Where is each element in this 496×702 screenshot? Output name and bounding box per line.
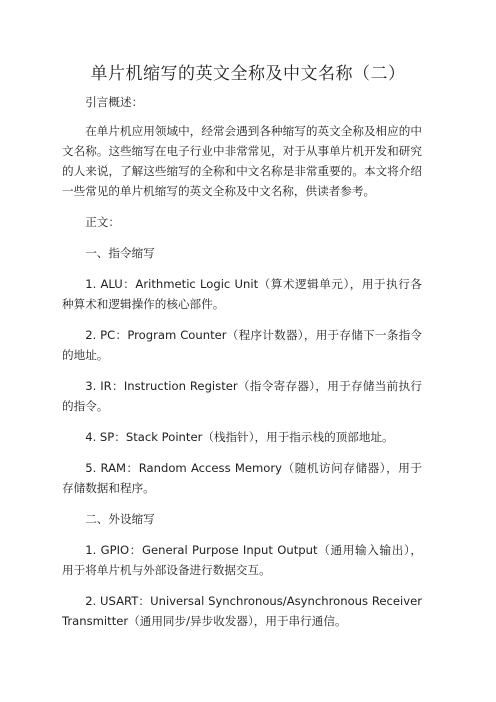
list-item-gpio: 1. GPIO：General Purpose Input Output（通用输入输出），用于将单片机与外部设备进行数据交互。 [62, 543, 422, 577]
list-item-ram: 5. RAM：Random Access Memory（随机访问存储器），用于存储数据和程序。 [62, 461, 422, 495]
document-body [62, 92, 422, 642]
intro-heading: 引言概述： [85, 95, 144, 109]
main-heading: 正文： [85, 215, 120, 229]
list-item-alu: 1. ALU：Arithmetic Logic Unit（算术逻辑单元），用于执行各种算术和逻辑操作的核心部件。 [62, 277, 422, 311]
list-item-usart: 2. USART：Universal Synchronous/Asynchronous Receiver Transmitter（通用同步/异步收发器），用于串行通信。 [62, 594, 422, 628]
intro-paragraph: 在单片机应用领域中，经常会遇到各种缩写的英文全称及相应的中文名称。这些缩写在电子行业中非常常见，对于从事单片机开发和研究的人来说，了解这些缩写的全称和中文名称是非常重要的。本文将介绍一些常见的单片机缩写的英文全称及中文名称，供读者参考。 [62, 124, 422, 198]
list-item-ir: 3. IR：Instruction Register（指令寄存器），用于存储当前执行的指令。 [62, 379, 422, 413]
document-title: 单片机缩写的英文全称及中文名称（二） [90, 64, 406, 84]
section-heading-instructions: 一、指令缩写 [85, 246, 155, 260]
section-heading-peripherals: 二、外设缩写 [85, 512, 155, 526]
list-item-pc: 2. PC：Program Counter（程序计数器），用于存储下一条指令的地址。 [62, 328, 422, 362]
list-item-sp: 4. SP：Stack Pointer（栈指针），用于指示栈的顶部地址。 [85, 430, 394, 444]
